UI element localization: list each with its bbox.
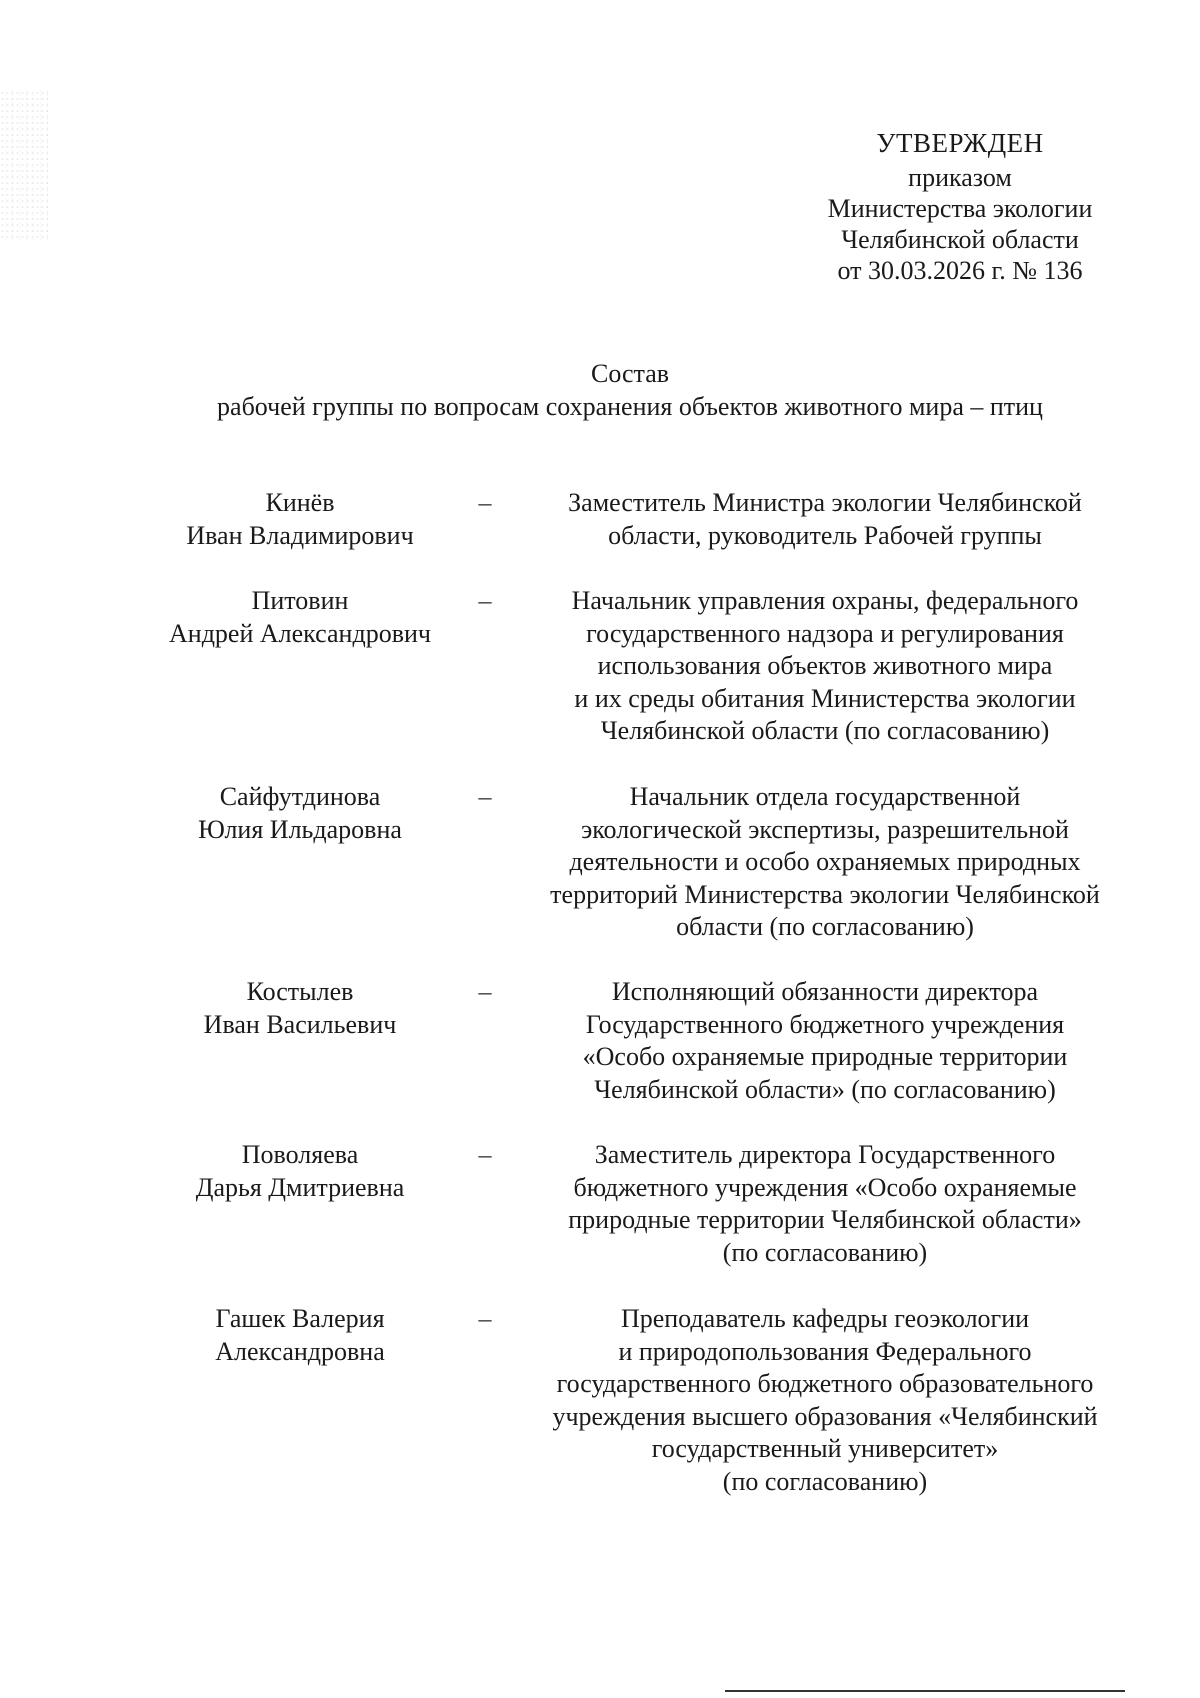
member-dash: – <box>478 782 492 811</box>
member-name: Сайфутдинова Юлия Ильдаровна <box>198 782 402 844</box>
member-role: Начальник отдела государственной экологической экспертизы, разрешительной деятельности и особо охраняемых природных территорий Министерства экологии Челябинской области (по согласованию) <box>550 782 1100 941</box>
member-role: Заместитель Министра экологии Челябинской области, руководитель Рабочей группы <box>568 488 1082 550</box>
member-dash: – <box>478 586 492 615</box>
member-dash: – <box>478 1304 492 1333</box>
member-role: Преподаватель кафедры геоэкологии и природопользования Федерального государственного бюджетного образовательного учреждения высшего образования «Челябинский государственный университет» (по согласованию) <box>552 1304 1098 1496</box>
document-subtitle: рабочей группы по вопросам сохранения объектов животного мира – птиц <box>217 392 1043 421</box>
member-role: Исполняющий обязанности директора Государственного бюджетного учреждения «Особо охраняемые природные территории Челябинской области» (по согласованию) <box>582 977 1068 1104</box>
member-role: Заместитель директора Государственного бюджетного учреждения «Особо охраняемые природные территории Челябинской области» (по согласованию) <box>568 1140 1082 1267</box>
approval-block <box>780 128 1140 286</box>
member-dash: – <box>478 488 492 517</box>
approval-stamp: УТВЕРЖДЕН <box>876 128 1044 158</box>
scan-noise <box>0 90 48 240</box>
member-dash: – <box>478 1140 492 1169</box>
approval-line: Министерства экологии <box>827 194 1093 223</box>
approval-line: приказом <box>908 163 1012 192</box>
member-role: Начальник управления охраны, федерального государственного надзора и регулирования использования объектов животного мира и их среды обитания Министерства экологии Челябинской области (по согласованию) <box>571 586 1079 745</box>
member-name: Питовин Андрей Александрович <box>169 586 431 648</box>
approval-line: Челябинской области <box>841 225 1079 254</box>
approval-line: от 30.03.2026 г. № 136 <box>837 256 1083 285</box>
member-name: Поволяева Дарья Дмитриевна <box>195 1140 405 1202</box>
document-title: Состав <box>590 359 670 388</box>
scan-bottom-edge-line <box>725 1690 1125 1692</box>
member-dash: – <box>478 977 492 1006</box>
member-name: Костылев Иван Васильевич <box>203 977 397 1039</box>
document-heading <box>80 357 1180 423</box>
member-name: Кинёв Иван Владимирович <box>186 488 414 550</box>
member-name: Гашек Валерия Александровна <box>215 1304 385 1366</box>
